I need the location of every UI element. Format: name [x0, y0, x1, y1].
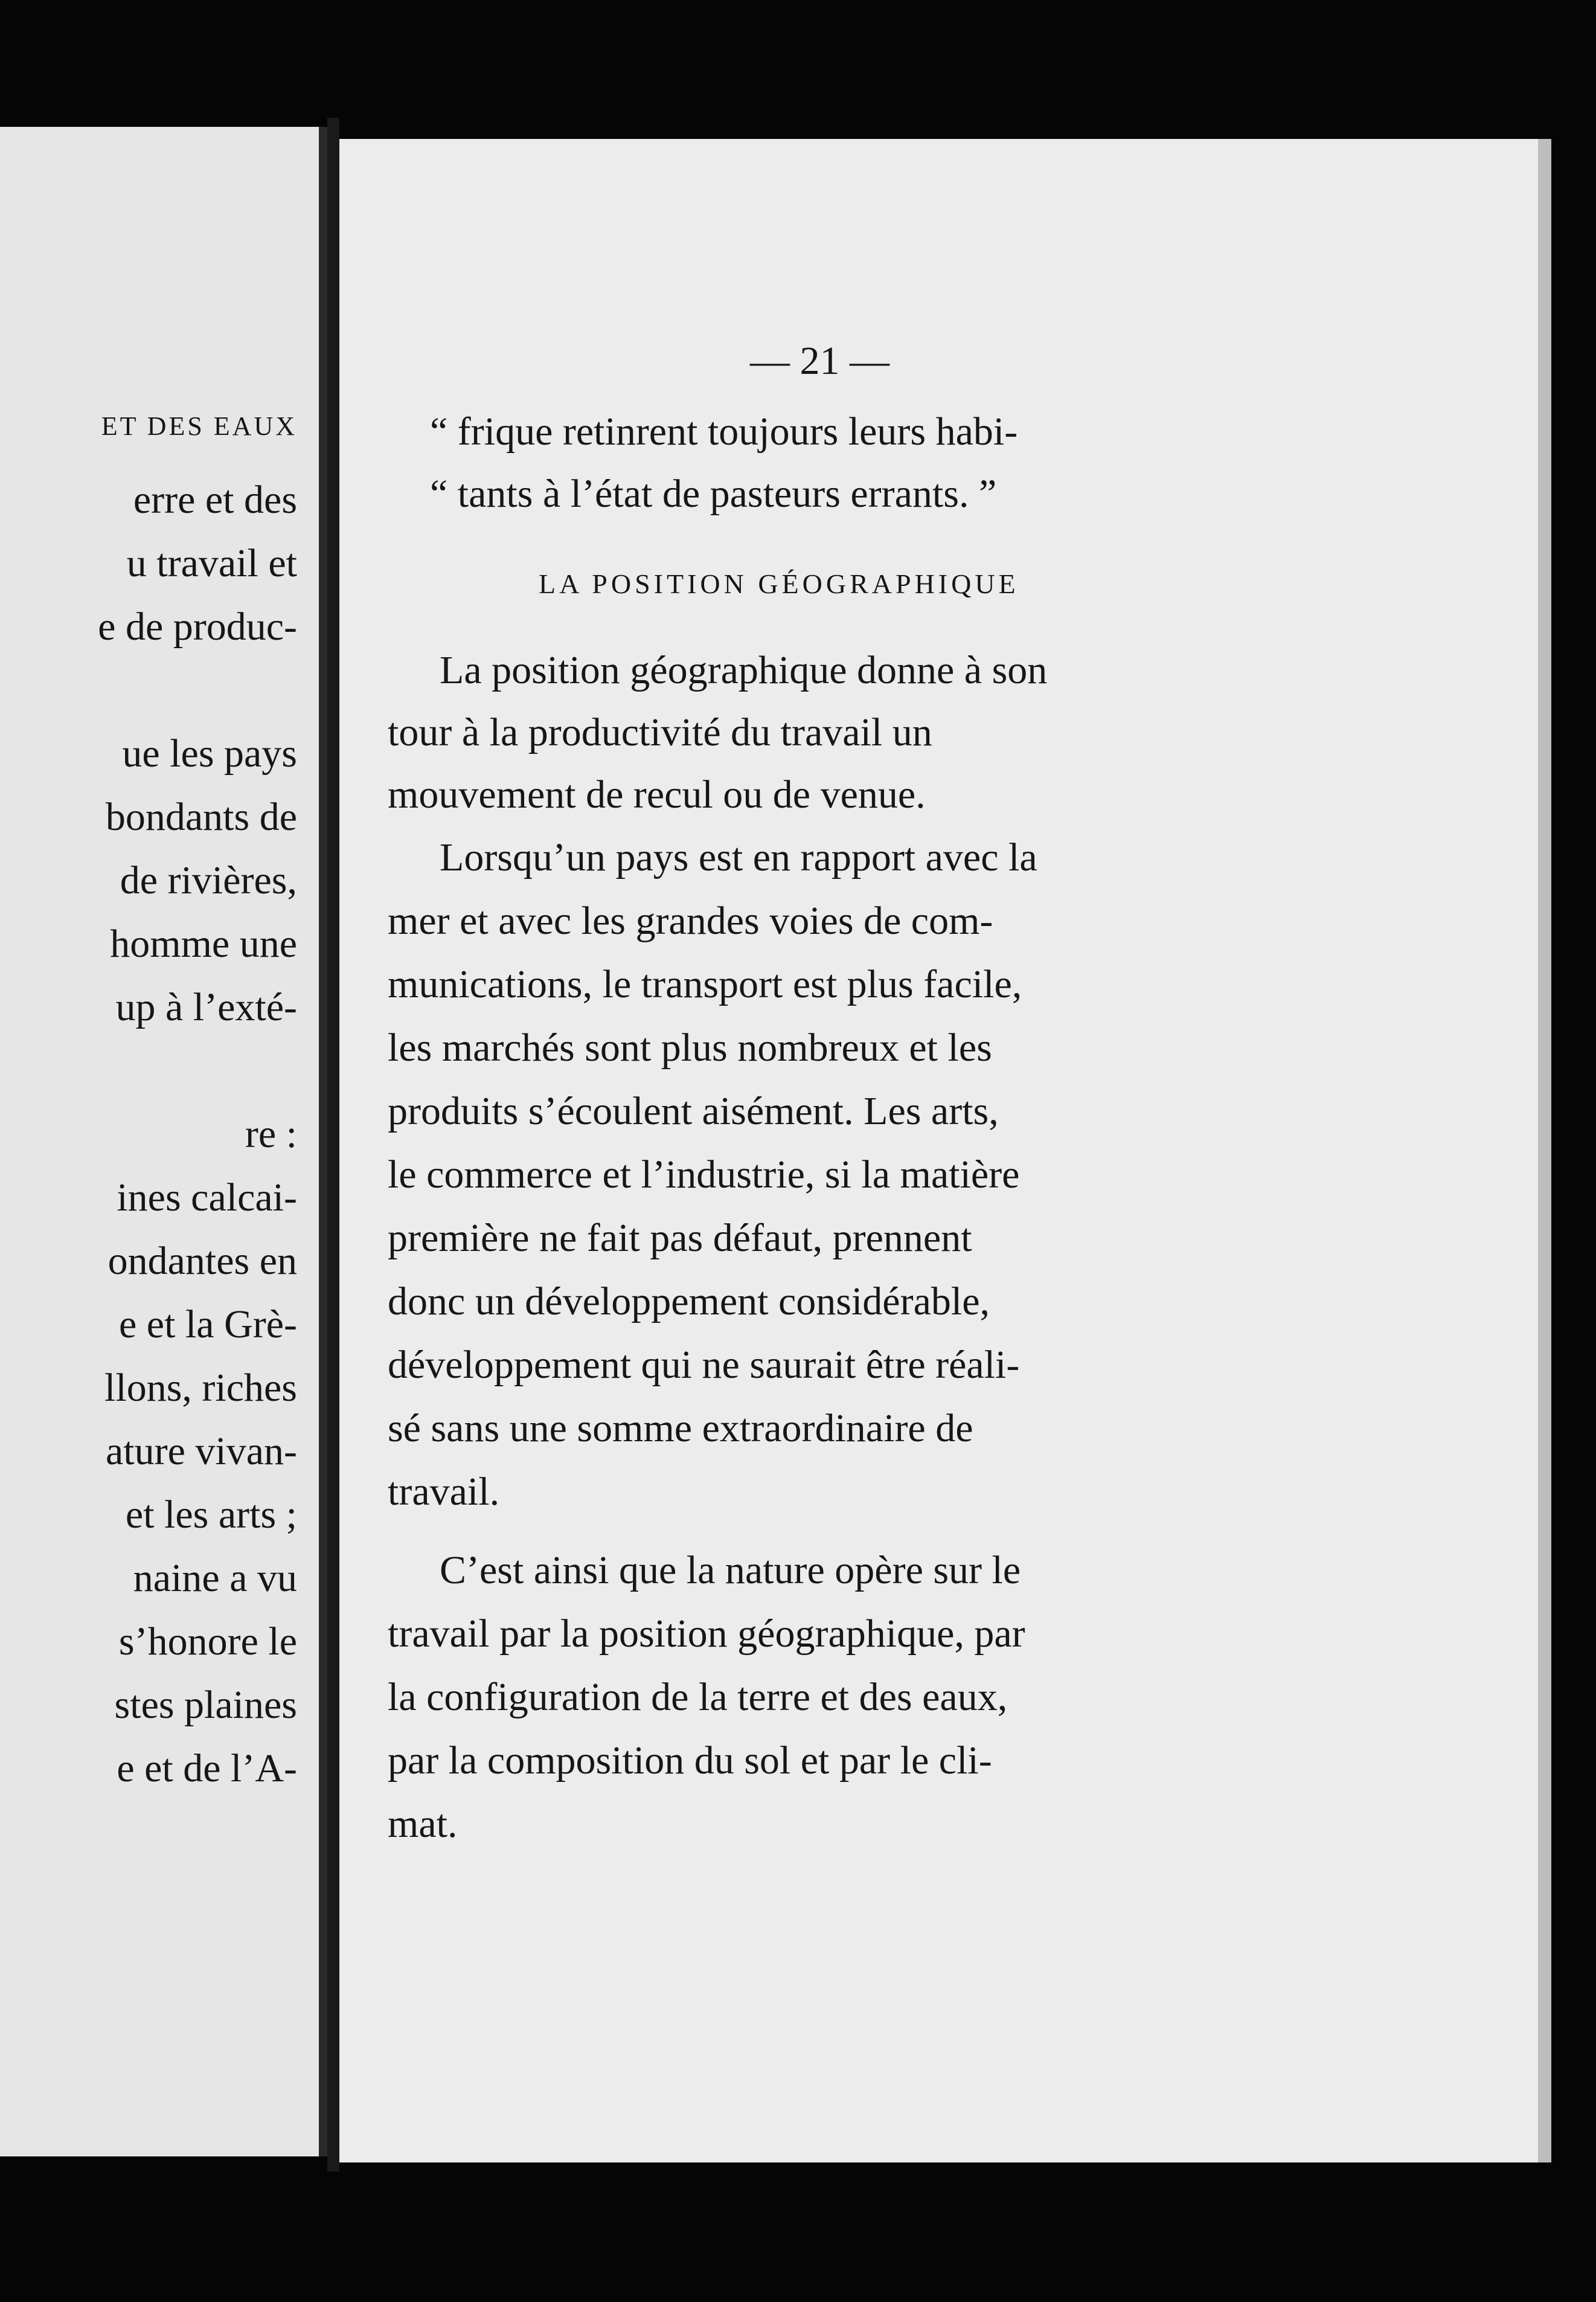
text-line: la configuration de la terre et des eaux,: [388, 1675, 1008, 1719]
text-line: “ frique retinrent toujours leurs habi-: [430, 410, 1018, 454]
previous-line: up à l’exté-: [115, 985, 297, 1029]
current-page: [339, 139, 1551, 2162]
previous-line: s’honore le: [118, 1619, 297, 1664]
previous-line: homme une: [110, 922, 297, 966]
previous-line: e et de l’A-: [117, 1746, 297, 1790]
text-line: par la composition du sol et par le cli-: [388, 1738, 992, 1783]
previous-line: llons, riches: [104, 1366, 297, 1410]
previous-line: ines calcai-: [117, 1175, 297, 1220]
previous-running-head: ET DES EAUX: [101, 411, 297, 441]
previous-line: ature vivan-: [105, 1429, 297, 1473]
previous-page: [0, 127, 327, 2156]
text-line: “ tants à l’état de pasteurs errants. ”: [430, 472, 997, 516]
text-line: première ne fait pas défaut, prennent: [388, 1216, 972, 1260]
previous-line: re :: [245, 1112, 297, 1156]
text-line: mouvement de recul ou de venue.: [388, 773, 926, 817]
text-line: mer et avec les grandes voies de com-: [388, 899, 993, 943]
text-line: munications, le transport est plus facile,: [388, 962, 1022, 1006]
previous-line: naine a vu: [133, 1556, 297, 1600]
text-line: tour à la productivité du travail un: [388, 710, 932, 754]
previous-line: stes plaines: [114, 1683, 297, 1727]
section-heading: LA POSITION GÉOGRAPHIQUE: [539, 568, 1019, 599]
text-line: les marchés sont plus nombreux et les: [388, 1026, 992, 1070]
previous-line: e et la Grè-: [119, 1302, 297, 1346]
text-line: donc un développement considérable,: [388, 1279, 990, 1323]
text-line: mat.: [388, 1802, 458, 1846]
previous-line: ondantes en: [107, 1239, 297, 1283]
previous-line: erre et des: [133, 478, 297, 522]
text-line: Lorsqu’un pays est en rapport avec la: [440, 835, 1037, 879]
text-line: La position géographique donne à son: [440, 648, 1048, 692]
text-line: travail.: [388, 1470, 500, 1514]
previous-line: u travail et: [126, 541, 297, 585]
text-line: sé sans une somme extraordinaire de: [388, 1406, 973, 1450]
text-line: produits s’écoulent aisément. Les arts,: [388, 1089, 999, 1133]
book-gutter: [327, 118, 339, 2172]
page-number: — 21 —: [750, 339, 889, 383]
text-line: travail par la position géographique, par: [388, 1612, 1025, 1656]
text-line: développement qui ne saurait être réali-: [388, 1343, 1020, 1387]
previous-line: ue les pays: [122, 731, 297, 776]
previous-line: et les arts ;: [125, 1493, 297, 1537]
previous-line: bondants de: [105, 795, 297, 839]
previous-line: de rivières,: [120, 858, 297, 902]
previous-line: e de produc-: [98, 605, 297, 649]
text-line: le commerce et l’industrie, si la matière: [388, 1153, 1020, 1197]
text-line: C’est ainsi que la nature opère sur le: [440, 1548, 1021, 1592]
